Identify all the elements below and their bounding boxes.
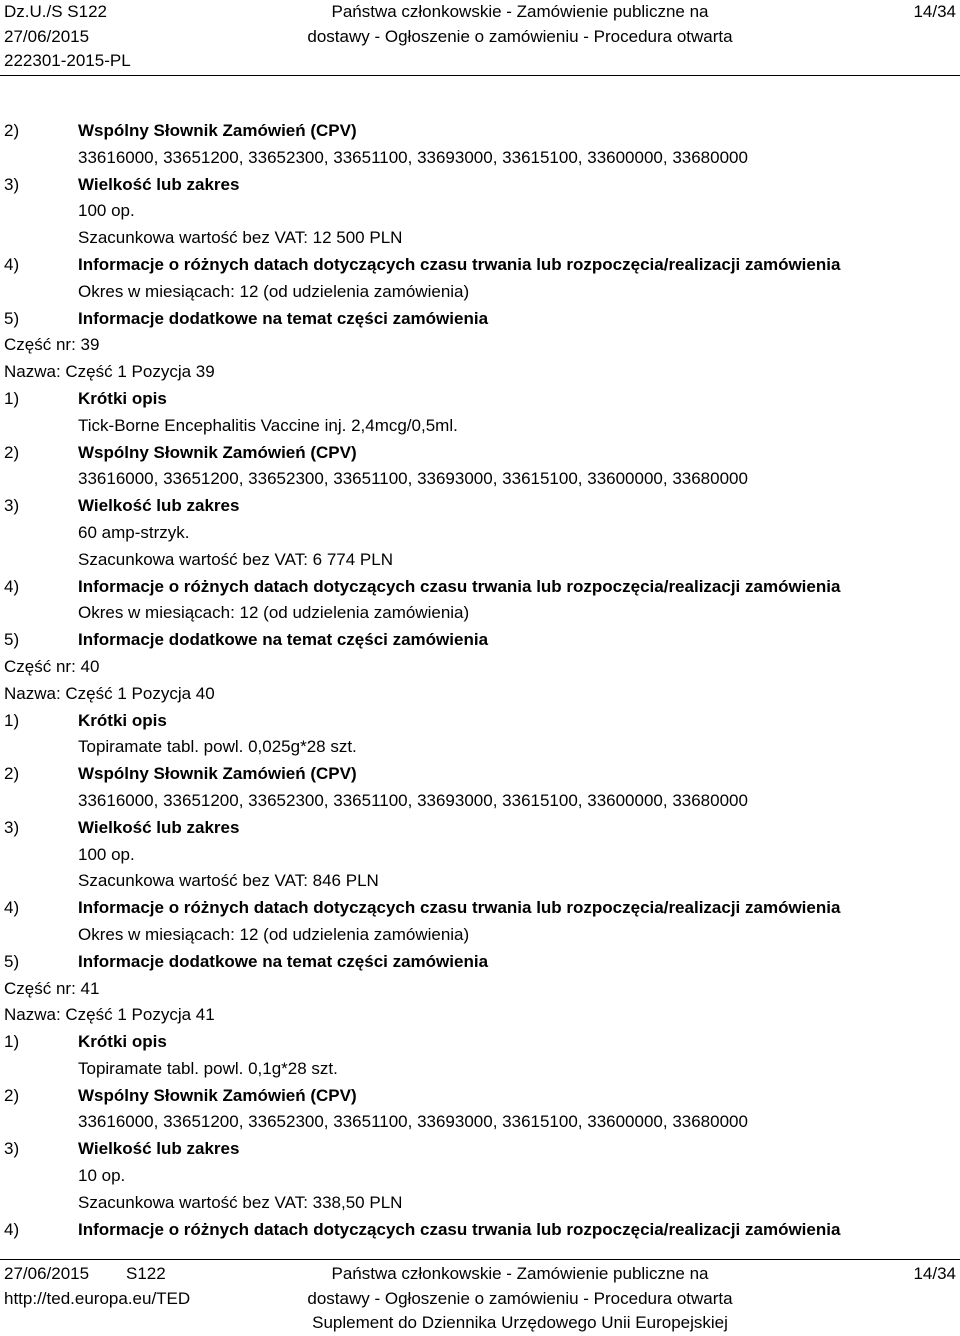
detail-text: Okres w miesiącach: 12 (od udzielenia zamówienia) [78, 281, 470, 301]
numbered-heading-row [0, 118, 960, 145]
header-rule [0, 75, 960, 76]
numbered-heading-row [0, 895, 960, 922]
numbered-heading-row [0, 627, 960, 654]
numbered-heading-row [0, 574, 960, 601]
detail-row [0, 198, 960, 225]
lot-info-text: Nazwa: Część 1 Pozycja 40 [4, 683, 215, 703]
footer-right [913, 1262, 956, 1287]
numbered-heading-row [0, 815, 960, 842]
detail-row [0, 520, 960, 547]
item-number: 1) [4, 710, 20, 730]
footer-title-line-1: Państwa członkowskie - Zamówienie publiczne na [331, 1264, 709, 1283]
lot-info-text: Część nr: 39 [4, 335, 100, 355]
item-number: 3) [4, 817, 20, 837]
section-heading: Informacje dodatkowe na temat części zamówienia [78, 951, 489, 971]
footer-rule [0, 1259, 960, 1260]
detail-text: 33616000, 33651200, 33652300, 33651100, 33693000, 33615100, 33600000, 33680000 [78, 147, 748, 167]
lot-info-text: Część nr: 41 [4, 978, 100, 998]
detail-text: Tick-Borne Encephalitis Vaccine inj. 2,4mcg/0,5ml. [78, 415, 458, 435]
footer-title-line-2: dostawy - Ogłoszenie o zamówieniu - Procedura otwarta [307, 1288, 733, 1308]
header-left [4, 0, 131, 74]
numbered-heading-row [0, 306, 960, 333]
section-heading: Informacje dodatkowe na temat części zamówienia [78, 630, 489, 650]
detail-row [0, 279, 960, 306]
numbered-heading-row [0, 1217, 960, 1244]
section-heading: Informacje o różnych datach dotyczących czasu trwania lub rozpoczęcia/realizacji zamówienia [78, 1219, 841, 1239]
detail-row [0, 600, 960, 627]
detail-row [0, 466, 960, 493]
item-number: 5) [4, 308, 20, 328]
detail-text: Okres w miesiącach: 12 (od udzielenia zamówienia) [78, 924, 470, 944]
section-heading: Krótki opis [78, 388, 167, 408]
detail-text: Szacunkowa wartość bez VAT: 12 500 PLN [78, 228, 403, 248]
header-page-number: 14/34 [913, 2, 956, 21]
detail-text: Topiramate tabl. powl. 0,025g*28 szt. [78, 737, 357, 757]
header-notice-number: 222301-2015-PL [4, 51, 131, 70]
footer-issue: S122 [126, 1264, 166, 1283]
detail-text: Szacunkowa wartość bez VAT: 338,50 PLN [78, 1192, 403, 1212]
item-number: 4) [4, 898, 20, 918]
detail-row [0, 225, 960, 252]
numbered-heading-row [0, 761, 960, 788]
section-heading: Wspólny Słownik Zamówień (CPV) [78, 442, 357, 462]
item-number: 5) [4, 951, 20, 971]
numbered-heading-row [0, 1083, 960, 1110]
footer-url[interactable]: http://ted.europa.eu/TED [4, 1288, 191, 1308]
section-heading: Wspólny Słownik Zamówień (CPV) [78, 121, 357, 140]
lot-info-row [0, 976, 960, 1003]
detail-row [0, 547, 960, 574]
detail-row [0, 842, 960, 869]
header-title-line-2: dostawy - Ogłoszenie o zamówieniu - Procedura otwarta [307, 26, 733, 46]
item-number: 3) [4, 1139, 20, 1159]
numbered-heading-row [0, 386, 960, 413]
item-number: 2) [4, 442, 20, 462]
item-number: 1) [4, 388, 20, 408]
section-heading: Wielkość lub zakres [78, 817, 240, 837]
page-header [0, 0, 960, 75]
item-number: 5) [4, 630, 20, 650]
item-number: 1) [4, 1032, 20, 1052]
page-footer [0, 1262, 960, 1334]
item-number: 4) [4, 254, 20, 274]
section-heading: Krótki opis [78, 1032, 167, 1052]
detail-row [0, 1190, 960, 1217]
lot-info-text: Część nr: 40 [4, 656, 100, 676]
item-number: 4) [4, 1219, 20, 1239]
detail-row [0, 922, 960, 949]
header-right [913, 0, 956, 25]
numbered-heading-row [0, 1029, 960, 1056]
footer-page-number: 14/34 [913, 1264, 956, 1283]
detail-text: 33616000, 33651200, 33652300, 33651100, 33693000, 33615100, 33600000, 33680000 [78, 469, 748, 489]
detail-row [0, 868, 960, 895]
section-heading: Informacje o różnych datach dotyczących czasu trwania lub rozpoczęcia/realizacji zamówienia [78, 254, 841, 274]
numbered-heading-row [0, 949, 960, 976]
section-heading: Wspólny Słownik Zamówień (CPV) [78, 1085, 357, 1105]
item-number: 4) [4, 576, 20, 596]
lot-info-text: Nazwa: Część 1 Pozycja 39 [4, 362, 215, 382]
detail-text: 100 op. [78, 844, 135, 864]
section-heading: Wspólny Słownik Zamówień (CPV) [78, 764, 357, 784]
section-heading: Krótki opis [78, 710, 167, 730]
detail-text: Szacunkowa wartość bez VAT: 6 774 PLN [78, 549, 393, 569]
numbered-heading-row [0, 172, 960, 199]
detail-text: 10 op. [78, 1166, 126, 1186]
detail-row [0, 145, 960, 172]
footer-left [4, 1262, 190, 1311]
detail-row [0, 1109, 960, 1136]
detail-text: 100 op. [78, 201, 135, 221]
detail-row [0, 1163, 960, 1190]
header-title-line-1: Państwa członkowskie - Zamówienie publiczne na [331, 2, 709, 21]
lot-info-row [0, 1002, 960, 1029]
item-number: 3) [4, 496, 20, 516]
lot-info-row [0, 681, 960, 708]
section-heading: Wielkość lub zakres [78, 174, 240, 194]
detail-text: 33616000, 33651200, 33652300, 33651100, 33693000, 33615100, 33600000, 33680000 [78, 1112, 748, 1132]
detail-text: Szacunkowa wartość bez VAT: 846 PLN [78, 871, 379, 891]
numbered-heading-row [0, 1136, 960, 1163]
section-heading: Wielkość lub zakres [78, 1139, 240, 1159]
header-journal-ref: Dz.U./S S122 [4, 2, 107, 21]
detail-text: Okres w miesiącach: 12 (od udzielenia zamówienia) [78, 603, 470, 623]
numbered-heading-row [0, 708, 960, 735]
numbered-heading-row [0, 252, 960, 279]
lot-info-row [0, 332, 960, 359]
numbered-heading-row [0, 493, 960, 520]
item-number: 3) [4, 174, 20, 194]
lot-info-row [0, 359, 960, 386]
detail-row [0, 413, 960, 440]
detail-text: Topiramate tabl. powl. 0,1g*28 szt. [78, 1058, 338, 1078]
detail-row [0, 734, 960, 761]
notice-body [0, 118, 960, 1243]
section-heading: Informacje dodatkowe na temat części zamówienia [78, 308, 489, 328]
lot-info-text: Nazwa: Część 1 Pozycja 41 [4, 1005, 215, 1025]
section-heading: Wielkość lub zakres [78, 496, 240, 516]
numbered-heading-row [0, 440, 960, 467]
detail-text: 60 amp-strzyk. [78, 522, 190, 542]
detail-text: 33616000, 33651200, 33652300, 33651100, 33693000, 33615100, 33600000, 33680000 [78, 790, 748, 810]
header-center [280, 0, 760, 49]
header-date: 27/06/2015 [4, 26, 90, 46]
item-number: 2) [4, 764, 20, 784]
footer-supplement: Suplement do Dziennika Urzędowego Unii Europejskiej [312, 1313, 728, 1332]
section-heading: Informacje o różnych datach dotyczących czasu trwania lub rozpoczęcia/realizacji zamówienia [78, 576, 841, 596]
detail-row [0, 1056, 960, 1083]
lot-info-row [0, 654, 960, 681]
item-number: 2) [4, 121, 20, 140]
footer-center [280, 1262, 760, 1336]
item-number: 2) [4, 1085, 20, 1105]
section-heading: Informacje o różnych datach dotyczących czasu trwania lub rozpoczęcia/realizacji zamówienia [78, 898, 841, 918]
detail-row [0, 788, 960, 815]
footer-date: 27/06/2015 [4, 1264, 90, 1283]
